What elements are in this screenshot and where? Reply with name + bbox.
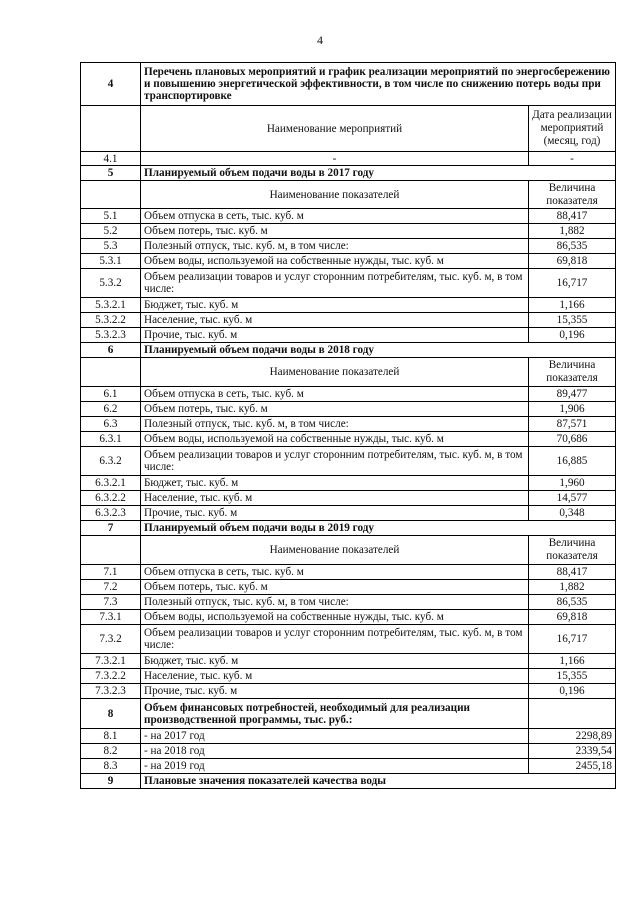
table-row bbox=[81, 684, 616, 699]
row-value: - bbox=[529, 152, 616, 166]
row-number: 6.3.1 bbox=[81, 432, 141, 447]
row-number: 8.1 bbox=[81, 729, 141, 744]
section-title: Объем финансовых потребностей, необходимый для реализации производственной программы, тыс. руб.: bbox=[141, 699, 529, 729]
table-row bbox=[81, 209, 616, 224]
row-name: Объем потерь, тыс. куб. м bbox=[141, 402, 529, 417]
row-value: 89,477 bbox=[529, 387, 616, 402]
row-name: Объем отпуска в сеть, тыс. куб. м bbox=[141, 387, 529, 402]
row-number: 6.3.2.2 bbox=[81, 491, 141, 506]
table-row bbox=[81, 744, 616, 759]
row-number: 8.2 bbox=[81, 744, 141, 759]
row-name: Полезный отпуск, тыс. куб. м, в том числе: bbox=[141, 239, 529, 254]
row-value: 16,885 bbox=[529, 447, 616, 476]
row-name: Прочие, тыс. куб. м bbox=[141, 328, 529, 343]
row-value: 2298,89 bbox=[529, 729, 616, 744]
empty-cell bbox=[81, 181, 141, 209]
row-number: 7.2 bbox=[81, 580, 141, 595]
table-row bbox=[81, 447, 616, 476]
column-header-row bbox=[81, 106, 616, 152]
row-number: 8.3 bbox=[81, 759, 141, 774]
row-value: 1,166 bbox=[529, 298, 616, 313]
page-number: 4 bbox=[317, 33, 323, 47]
row-name: Объем потерь, тыс. куб. м bbox=[141, 224, 529, 239]
column-header-name: Наименование показателей bbox=[141, 536, 529, 565]
row-number: 5.3.2 bbox=[81, 269, 141, 298]
column-header-name: Наименование показателей bbox=[141, 181, 529, 209]
section-title: Планируемый объем подачи воды в 2017 году bbox=[141, 166, 616, 181]
table-row bbox=[81, 669, 616, 684]
row-value: 14,577 bbox=[529, 491, 616, 506]
row-value: 2339,54 bbox=[529, 744, 616, 759]
table-row bbox=[81, 625, 616, 654]
table-row bbox=[81, 224, 616, 239]
table-row bbox=[81, 313, 616, 328]
row-name: Полезный отпуск, тыс. куб. м, в том числе: bbox=[141, 595, 529, 610]
row-number: 5.1 bbox=[81, 209, 141, 224]
section-header-row bbox=[81, 63, 616, 106]
section-header-row bbox=[81, 774, 616, 789]
section-number: 9 bbox=[81, 774, 141, 789]
row-value: 69,818 bbox=[529, 610, 616, 625]
section-header-row bbox=[81, 166, 616, 181]
table-row bbox=[81, 328, 616, 343]
table-row bbox=[81, 239, 616, 254]
table-row bbox=[81, 580, 616, 595]
table-row bbox=[81, 595, 616, 610]
row-name: Объем реализации товаров и услуг сторонним потребителям, тыс. куб. м, в том числе: bbox=[141, 625, 529, 654]
section-number: 5 bbox=[81, 166, 141, 181]
empty-cell bbox=[81, 358, 141, 387]
row-value: 0,196 bbox=[529, 684, 616, 699]
row-number: 7.3 bbox=[81, 595, 141, 610]
row-value: 70,686 bbox=[529, 432, 616, 447]
row-value: 16,717 bbox=[529, 269, 616, 298]
section-number: 4 bbox=[81, 63, 141, 106]
table-row bbox=[81, 729, 616, 744]
row-name: Население, тыс. куб. м bbox=[141, 491, 529, 506]
column-header-row bbox=[81, 181, 616, 209]
row-number: 6.1 bbox=[81, 387, 141, 402]
table-row bbox=[81, 417, 616, 432]
row-number: 6.2 bbox=[81, 402, 141, 417]
row-number: 7.3.1 bbox=[81, 610, 141, 625]
row-name: Бюджет, тыс. куб. м bbox=[141, 298, 529, 313]
row-number: 5.3.2.1 bbox=[81, 298, 141, 313]
section-title: Планируемый объем подачи воды в 2019 году bbox=[141, 521, 616, 536]
section-title: Плановые значения показателей качества воды bbox=[141, 774, 616, 789]
empty-cell bbox=[81, 106, 141, 152]
empty-cell bbox=[529, 699, 616, 729]
section-number: 8 bbox=[81, 699, 141, 729]
row-number: 6.3.2 bbox=[81, 447, 141, 476]
section-title: Перечень плановых мероприятий и график реализации мероприятий по энергосбережению и повышению энергетической эффективности, в том числе по снижению потерь воды при транспортировке bbox=[141, 63, 616, 106]
row-value: 1,906 bbox=[529, 402, 616, 417]
row-value: 86,535 bbox=[529, 239, 616, 254]
column-header-date: Дата реализации мероприятий (месяц, год) bbox=[529, 106, 616, 152]
column-header-row bbox=[81, 358, 616, 387]
table-row bbox=[81, 254, 616, 269]
row-number: 7.3.2.2 bbox=[81, 669, 141, 684]
section-header-row bbox=[81, 699, 616, 729]
row-name: Объем потерь, тыс. куб. м bbox=[141, 580, 529, 595]
row-name: Объем воды, используемой на собственные нужды, тыс. куб. м bbox=[141, 610, 529, 625]
program-table bbox=[80, 62, 616, 789]
empty-cell bbox=[81, 536, 141, 565]
section-number: 6 bbox=[81, 343, 141, 358]
row-name: Бюджет, тыс. куб. м bbox=[141, 654, 529, 669]
row-name: - bbox=[141, 152, 529, 166]
row-value: 15,355 bbox=[529, 313, 616, 328]
row-name: Население, тыс. куб. м bbox=[141, 669, 529, 684]
row-value: 1,960 bbox=[529, 476, 616, 491]
row-number: 7.3.2.1 bbox=[81, 654, 141, 669]
row-number: 5.3.1 bbox=[81, 254, 141, 269]
row-name: Население, тыс. куб. м bbox=[141, 313, 529, 328]
row-value: 69,818 bbox=[529, 254, 616, 269]
row-value: 86,535 bbox=[529, 595, 616, 610]
row-value: 15,355 bbox=[529, 669, 616, 684]
row-name: Полезный отпуск, тыс. куб. м, в том числе: bbox=[141, 417, 529, 432]
section-title: Планируемый объем подачи воды в 2018 году bbox=[141, 343, 616, 358]
section-header-row bbox=[81, 521, 616, 536]
row-name: Объем воды, используемой на собственные нужды, тыс. куб. м bbox=[141, 254, 529, 269]
table-row bbox=[81, 491, 616, 506]
table-row bbox=[81, 298, 616, 313]
row-value: 87,571 bbox=[529, 417, 616, 432]
row-value: 1,882 bbox=[529, 580, 616, 595]
table-row bbox=[81, 269, 616, 298]
row-name: - на 2017 год bbox=[141, 729, 529, 744]
column-header-row bbox=[81, 536, 616, 565]
table-row bbox=[81, 654, 616, 669]
table-row bbox=[81, 506, 616, 521]
row-value: 0,196 bbox=[529, 328, 616, 343]
table-row bbox=[81, 387, 616, 402]
column-header-value: Величина показателя bbox=[529, 358, 616, 387]
table-row bbox=[81, 610, 616, 625]
table-row bbox=[81, 152, 616, 166]
row-name: Объем реализации товаров и услуг сторонним потребителям, тыс. куб. м, в том числе: bbox=[141, 447, 529, 476]
row-name: - на 2019 год bbox=[141, 759, 529, 774]
table-row bbox=[81, 565, 616, 580]
row-value: 88,417 bbox=[529, 209, 616, 224]
row-name: - на 2018 год bbox=[141, 744, 529, 759]
section-number: 7 bbox=[81, 521, 141, 536]
row-name: Прочие, тыс. куб. м bbox=[141, 506, 529, 521]
row-number: 7.3.2 bbox=[81, 625, 141, 654]
row-name: Объем реализации товаров и услуг сторонним потребителям, тыс. куб. м, в том числе: bbox=[141, 269, 529, 298]
row-value: 0,348 bbox=[529, 506, 616, 521]
row-name: Прочие, тыс. куб. м bbox=[141, 684, 529, 699]
row-number: 6.3.2.1 bbox=[81, 476, 141, 491]
table-row bbox=[81, 759, 616, 774]
row-value: 1,166 bbox=[529, 654, 616, 669]
row-value: 16,717 bbox=[529, 625, 616, 654]
row-number: 5.3.2.3 bbox=[81, 328, 141, 343]
row-value: 88,417 bbox=[529, 565, 616, 580]
row-name: Объем отпуска в сеть, тыс. куб. м bbox=[141, 565, 529, 580]
row-number: 5.2 bbox=[81, 224, 141, 239]
table-row bbox=[81, 432, 616, 447]
column-header-name: Наименование показателей bbox=[141, 358, 529, 387]
row-name: Объем отпуска в сеть, тыс. куб. м bbox=[141, 209, 529, 224]
row-value: 1,882 bbox=[529, 224, 616, 239]
column-header-name: Наименование мероприятий bbox=[141, 106, 529, 152]
row-number: 5.3 bbox=[81, 239, 141, 254]
row-number: 4.1 bbox=[81, 152, 141, 166]
table-row bbox=[81, 402, 616, 417]
row-number: 7.1 bbox=[81, 565, 141, 580]
row-number: 6.3.2.3 bbox=[81, 506, 141, 521]
row-name: Объем воды, используемой на собственные нужды, тыс. куб. м bbox=[141, 432, 529, 447]
row-number: 6.3 bbox=[81, 417, 141, 432]
column-header-value: Величина показателя bbox=[529, 536, 616, 565]
column-header-value: Величина показателя bbox=[529, 181, 616, 209]
row-name: Бюджет, тыс. куб. м bbox=[141, 476, 529, 491]
row-value: 2455,18 bbox=[529, 759, 616, 774]
row-number: 5.3.2.2 bbox=[81, 313, 141, 328]
table-row bbox=[81, 476, 616, 491]
row-number: 7.3.2.3 bbox=[81, 684, 141, 699]
section-header-row bbox=[81, 343, 616, 358]
